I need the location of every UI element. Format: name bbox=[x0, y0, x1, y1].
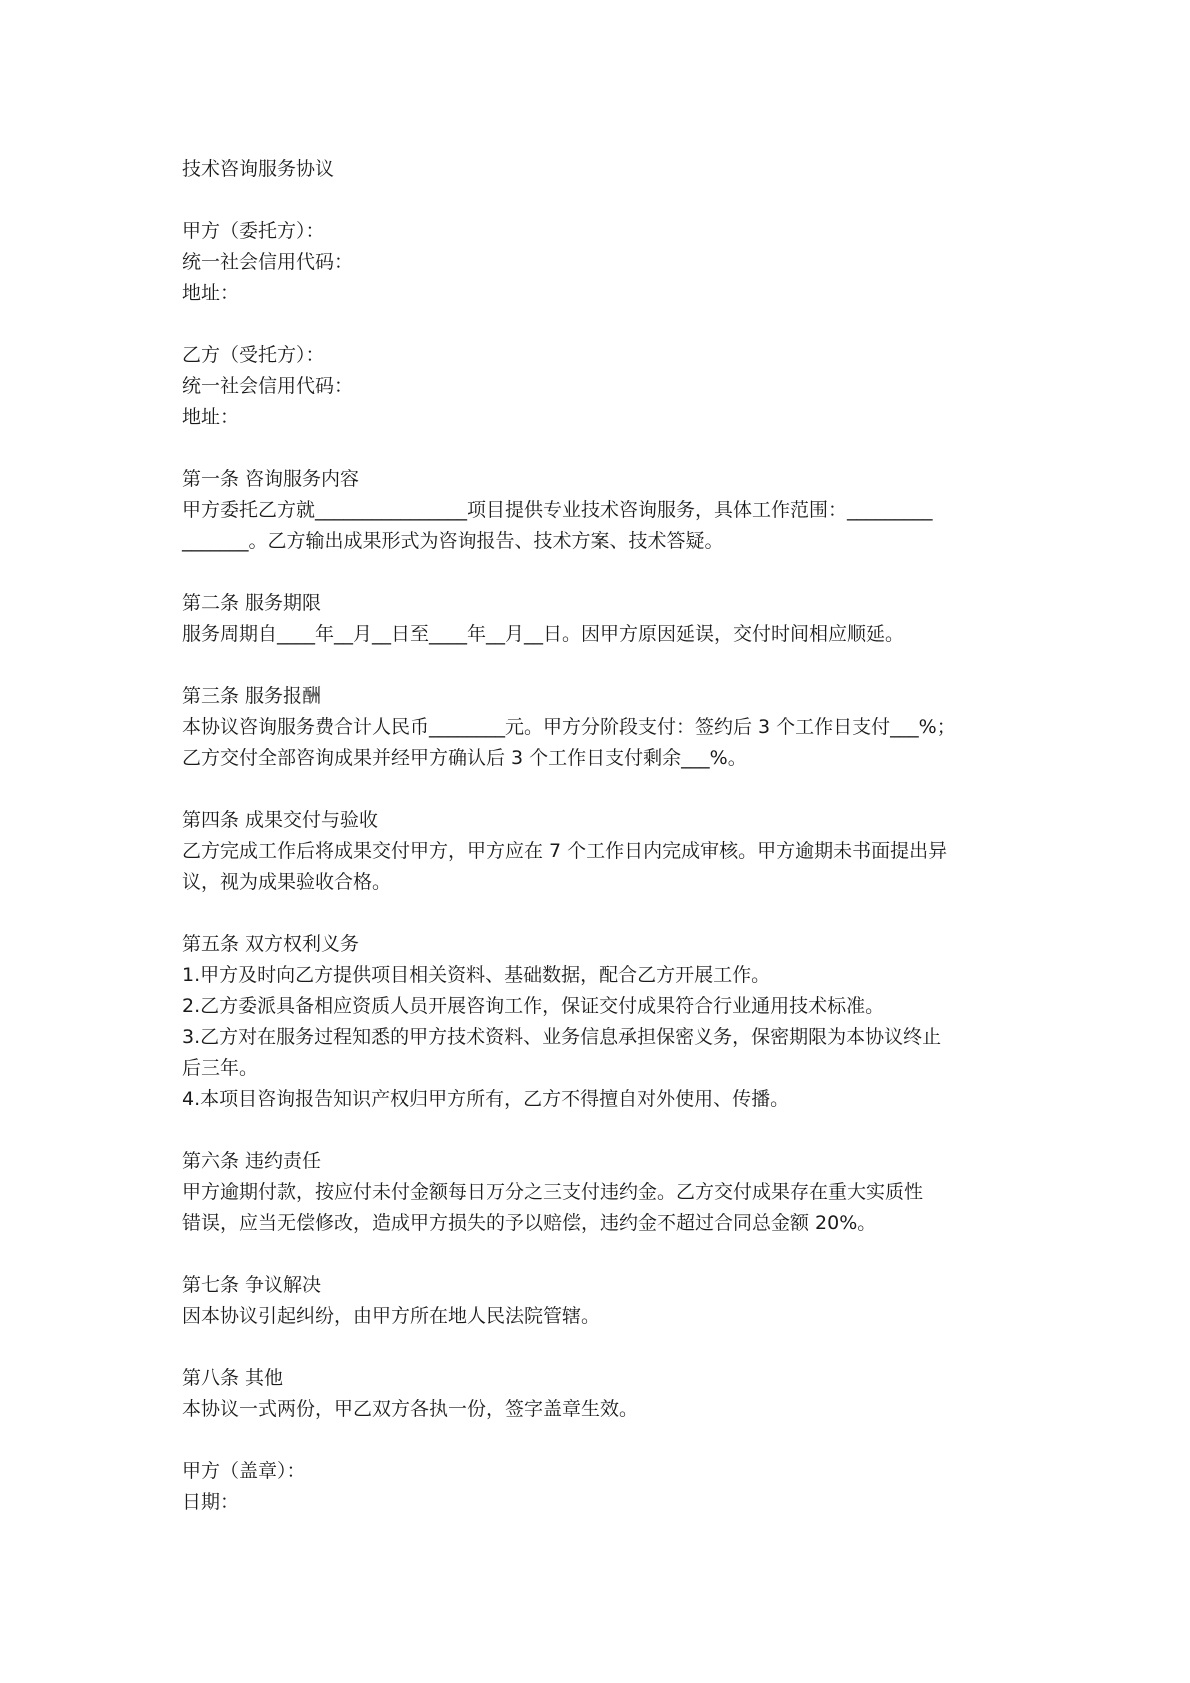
document-page bbox=[182, 154, 1018, 1518]
article-1 bbox=[182, 464, 1018, 557]
article-line: 甲方委托乙方就________________项目提供专业技术咨询服务，具体工作范围：_________ bbox=[182, 499, 933, 521]
article-7 bbox=[182, 1270, 1018, 1332]
article-2 bbox=[182, 588, 1018, 650]
party-b-name: 乙方（受托方）： bbox=[182, 344, 325, 366]
article-line: 甲方逾期付款，按应付未付金额每日万分之三支付违约金。乙方交付成果存在重大实质性 bbox=[182, 1181, 924, 1203]
article-heading: 第七条 争议解决 bbox=[182, 1274, 322, 1296]
article-8 bbox=[182, 1363, 1018, 1425]
party-a-credit-code: 统一社会信用代码： bbox=[182, 251, 354, 273]
article-5 bbox=[182, 929, 1018, 1115]
article-line: 议，视为成果验收合格。 bbox=[182, 871, 392, 893]
article-heading: 第四条 成果交付与验收 bbox=[182, 809, 379, 831]
article-line: 本协议一式两份，甲乙双方各执一份，签字盖章生效。 bbox=[182, 1398, 639, 1420]
article-line: 乙方完成工作后将成果交付甲方，甲方应在 7 个工作日内完成审核。甲方逾期未书面提出异 bbox=[182, 840, 948, 862]
signature-date: 日期： bbox=[182, 1491, 240, 1513]
article-line: 因本协议引起纠纷，由甲方所在地人民法院管辖。 bbox=[182, 1305, 601, 1327]
document-title: 技术咨询服务协议 bbox=[182, 158, 335, 180]
article-line: 服务周期自____年__月__日至____年__月__日。因甲方原因延误，交付时间相应顺延。 bbox=[182, 623, 905, 645]
party-b-address: 地址： bbox=[182, 406, 240, 428]
article-line: 3.乙方对在服务过程知悉的甲方技术资料、业务信息承担保密义务，保密期限为本协议终止 bbox=[182, 1026, 942, 1048]
article-line: 后三年。 bbox=[182, 1057, 259, 1079]
article-line: 乙方交付全部咨询成果并经甲方确认后 3 个工作日支付剩余___%。 bbox=[182, 747, 747, 769]
party-b-block bbox=[182, 340, 1018, 433]
article-line: 1.甲方及时向乙方提供项目相关资料、基础数据，配合乙方开展工作。 bbox=[182, 964, 771, 986]
party-a-address: 地址： bbox=[182, 282, 240, 304]
article-heading: 第二条 服务期限 bbox=[182, 592, 322, 614]
article-heading: 第八条 其他 bbox=[182, 1367, 284, 1389]
party-a-seal: 甲方（盖章）： bbox=[182, 1460, 306, 1482]
party-b-credit-code: 统一社会信用代码： bbox=[182, 375, 354, 397]
article-line: 错误，应当无偿修改，造成甲方损失的予以赔偿，违约金不超过合同总金额 20%。 bbox=[182, 1212, 877, 1234]
article-3 bbox=[182, 681, 1018, 774]
article-heading: 第五条 双方权利义务 bbox=[182, 933, 360, 955]
article-line: _______。乙方输出成果形式为咨询报告、技术方案、技术答疑。 bbox=[182, 530, 724, 552]
article-4 bbox=[182, 805, 1018, 898]
article-heading: 第三条 服务报酬 bbox=[182, 685, 322, 707]
signature-block bbox=[182, 1456, 1018, 1518]
article-line: 2.乙方委派具备相应资质人员开展咨询工作，保证交付成果符合行业通用技术标准。 bbox=[182, 995, 885, 1017]
party-a-block bbox=[182, 216, 1018, 309]
article-heading: 第一条 咨询服务内容 bbox=[182, 468, 360, 490]
article-heading: 第六条 违约责任 bbox=[182, 1150, 322, 1172]
article-line: 4.本项目咨询报告知识产权归甲方所有，乙方不得擅自对外使用、传播。 bbox=[182, 1088, 790, 1110]
party-a-name: 甲方（委托方）： bbox=[182, 220, 325, 242]
article-6 bbox=[182, 1146, 1018, 1239]
article-line: 本协议咨询服务费合计人民币________元。甲方分阶段支付：签约后 3 个工作日支付___%； bbox=[182, 716, 956, 738]
